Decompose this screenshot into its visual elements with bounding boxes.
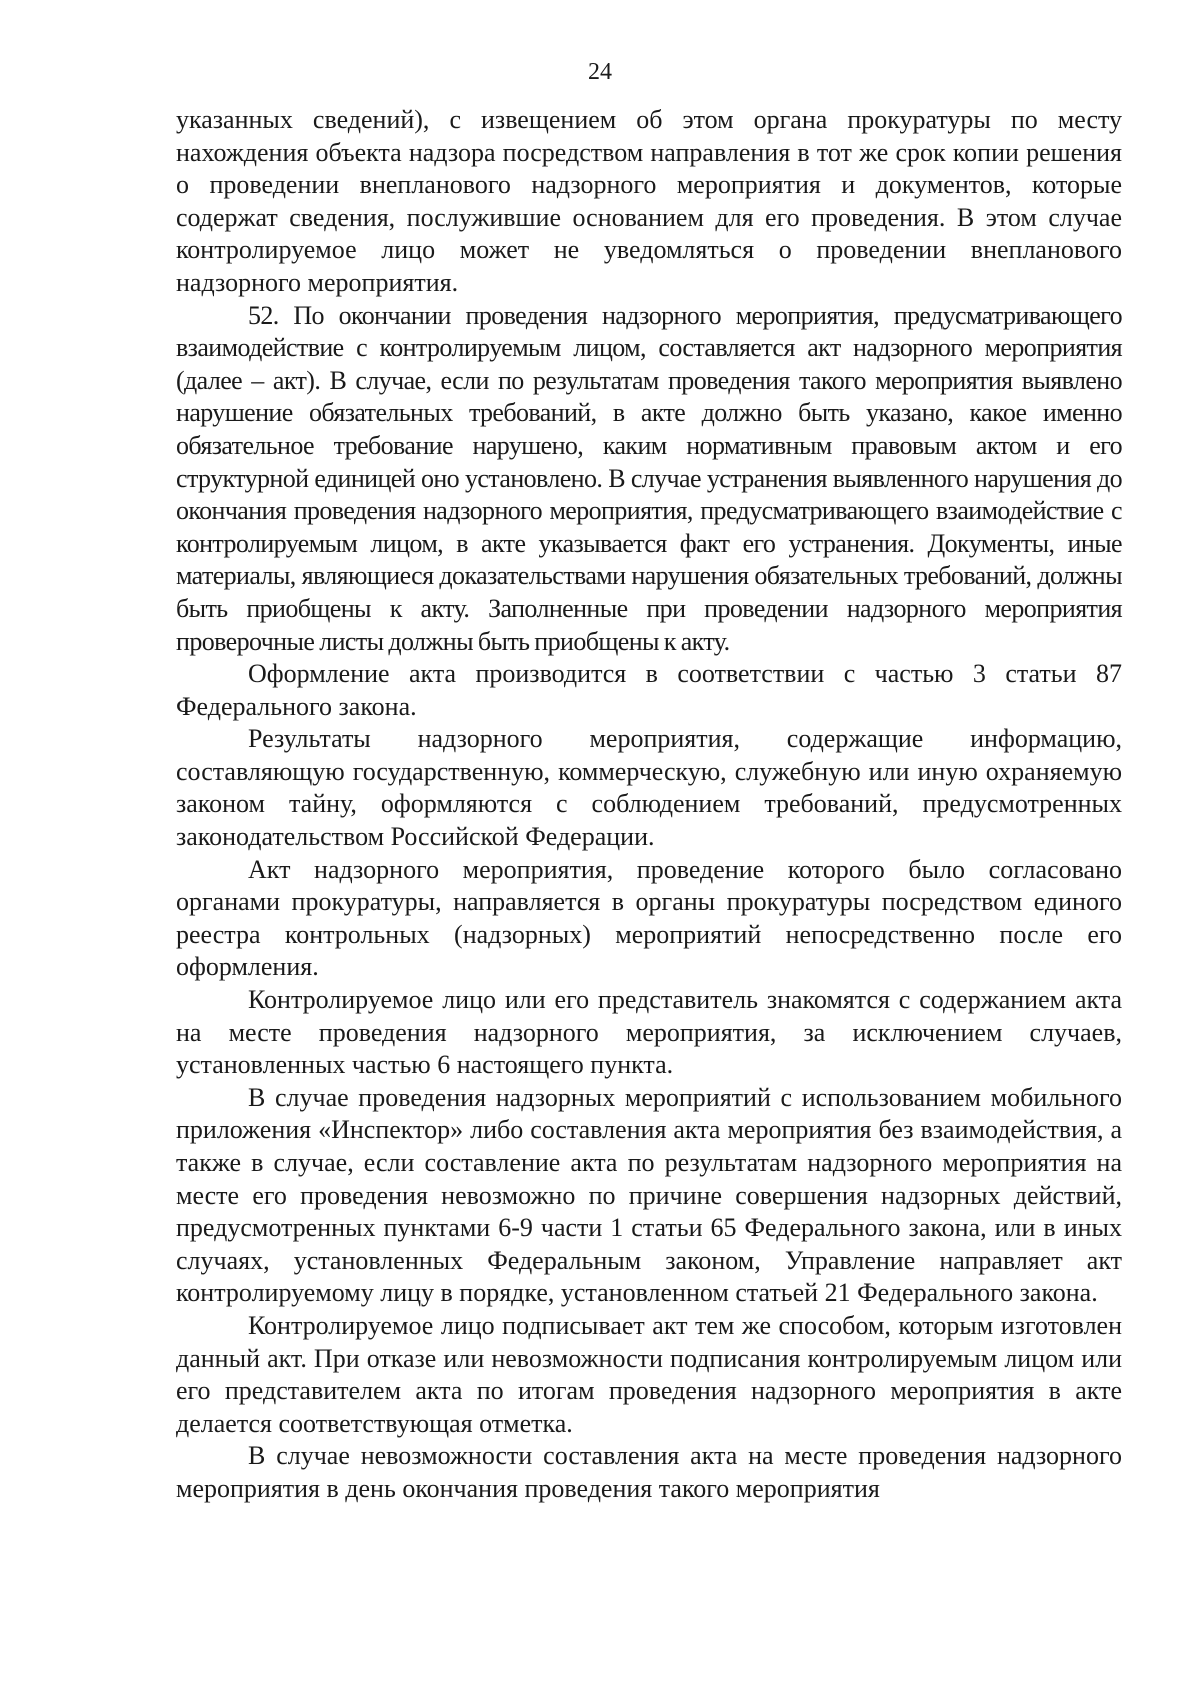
paragraph-act-formatting: Оформление акта производится в соответствии с частью 3 статьи 87 Федерального закона. xyxy=(176,659,1122,721)
paragraph-secret-results: Результаты надзорного мероприятия, содержащие информацию, составляющую государственную, коммерческую, служебную или иную охраняемую законом тайну, оформляются с соблюдением требований, предусмотренных законодательством Российской Федерации. xyxy=(176,724,1122,852)
document-body xyxy=(176,104,1122,1506)
paragraph-signing: Контролируемое лицо подписывает акт тем же способом, которым изготовлен данный акт. При отказе или невозможности подписания контролируемым лицом или его представителем акта по итогам проведения надзорного мероприятия в акте делается соответствующая отметка. xyxy=(176,1310,1122,1438)
paragraph-familiarization: Контролируемое лицо или его представитель знакомятся с содержанием акта на месте проведения надзорного мероприятия, за исключением случаев, установленных частью 6 настоящего пункта. xyxy=(176,985,1122,1080)
paragraph-item-52: 52. По окончании проведения надзорного мероприятия, предусматривающего взаимодействие с контролируемым лицом, составляется акт надзорного мероприятия (далее – акт). В случае, если по результатам проведения такого мероприятия выявлено нарушение обязательных требований, в акте должно быть указано, какое именно обязательное требование нарушено, каким нормативным правовым актом и его структурной единицей оно установлено. В случае устранения выявленного нарушения до окончания проведения надзорного мероприятия, предусматривающего взаимодействие с контролируемым лицом, в акте указывается факт его устранения. Документы, иные материалы, являющиеся доказательствами нарушения обязательных требований, должны быть приобщены к акту. Заполненные при проведении надзорного мероприятия проверочные листы должны быть приобщены к акту. xyxy=(176,300,1122,656)
paragraph-inspector-app: В случае проведения надзорных мероприятий с использованием мобильного приложения «Инспектор» либо составления акта мероприятия без взаимодействия, а также в случае, если составление акта по результатам надзорного мероприятия на месте его проведения невозможно по причине совершения надзорных действий, предусмотренных пунктами 6-9 части 1 статьи 65 Федерального закона, или в иных случаях, установленных Федеральным законом, Управление направляет акт контролируемому лицу в порядке, установленном статьей 21 Федерального закона. xyxy=(176,1082,1122,1308)
paragraph-continuation: указанных сведений), с извещением об этом органа прокуратуры по месту нахождения объекта надзора посредством направления в тот же срок копии решения о проведении внепланового надзорного мероприятия и документов, которые содержат сведения, послужившие основанием для его проведения. В этом случае контролируемое лицо может не уведомляться о проведении внепланового надзорного мероприятия. xyxy=(176,105,1122,297)
paragraph-prosecutor-act: Акт надзорного мероприятия, проведение которого было согласовано органами прокуратуры, направляется в органы прокуратуры посредством единого реестра контрольных (надзорных) мероприятий непосредственно после его оформления. xyxy=(176,854,1122,982)
page-number: 24 xyxy=(588,59,612,85)
paragraph-impossibility: В случае невозможности составления акта на месте проведения надзорного мероприятия в день окончания проведения такого мероприятия xyxy=(176,1441,1122,1503)
